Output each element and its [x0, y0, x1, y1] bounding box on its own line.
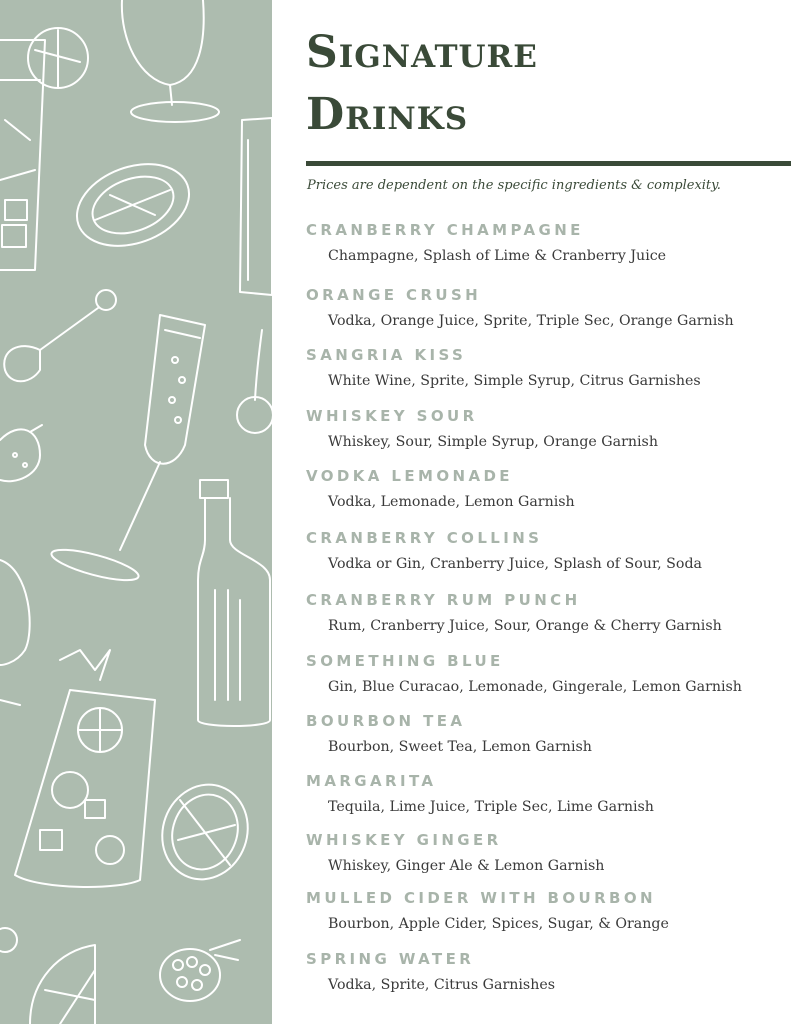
drink-ingredients: Champagne, Splash of Lime & Cranberry Juice [328, 248, 667, 264]
drink-name: SANGRIA KISS [306, 346, 467, 364]
citrus-slice-icon [0, 928, 95, 1024]
drink-name: SOMETHING BLUE [306, 652, 504, 670]
drink-name: WHISKEY GINGER [306, 831, 502, 849]
lime-half-icon [149, 773, 261, 892]
drink-ingredients: Bourbon, Sweet Tea, Lemon Garnish [328, 739, 592, 755]
drink-item [306, 949, 786, 993]
title-divider [306, 161, 791, 166]
drink-name: CRANBERRY CHAMPAGNE [306, 221, 584, 239]
bottle-opener-icon [4, 290, 116, 381]
strawberry-icon [0, 425, 42, 481]
lemon-icon [66, 149, 201, 260]
drink-name: MULLED CIDER WITH BOURBON [306, 889, 656, 907]
drink-name: VODKA LEMONADE [306, 467, 513, 485]
drink-item [306, 651, 786, 695]
drink-ingredients: Vodka or Gin, Cranberry Juice, Splash of Sour, Soda [328, 556, 702, 572]
tall-glass-icon [240, 118, 272, 295]
mojito-glass-icon [15, 650, 155, 887]
drink-ingredients: Vodka, Lemonade, Lemon Garnish [328, 494, 575, 510]
drink-ingredients: Tequila, Lime Juice, Triple Sec, Lime Garnish [328, 799, 654, 815]
goblet-icon [122, 0, 219, 122]
drink-name: CRANBERRY COLLINS [306, 529, 543, 547]
drink-ingredients: Whiskey, Ginger Ale & Lemon Garnish [328, 858, 605, 874]
decorative-side-panel [0, 0, 272, 1024]
drink-name: BOURBON TEA [306, 712, 466, 730]
drink-item [306, 285, 786, 329]
drink-ingredients: Rum, Cranberry Juice, Sour, Orange & Cherry Garnish [328, 618, 722, 634]
price-note: Prices are dependent on the specific ingredients & complexity. [307, 178, 721, 193]
drink-ingredients: Bourbon, Apple Cider, Spices, Sugar, & Orange [328, 916, 669, 932]
drink-name: ORANGE CRUSH [306, 286, 482, 304]
drink-ingredients: White Wine, Sprite, Simple Syrup, Citrus Garnishes [328, 373, 701, 389]
drink-item [306, 830, 786, 874]
drink-item [306, 590, 786, 634]
menu-content [272, 0, 791, 1024]
drink-item [306, 711, 786, 755]
drink-ingredients: Vodka, Sprite, Citrus Garnishes [328, 977, 556, 993]
drink-item [306, 771, 786, 815]
wine-glass-icon [0, 560, 30, 705]
bottle-icon [198, 480, 270, 726]
drink-name: SPRING WATER [306, 950, 475, 968]
highball-glass-icon [0, 28, 88, 270]
page-title [306, 22, 538, 146]
drink-ingredients: Gin, Blue Curacao, Lemonade, Gingerale, Lemon Garnish [328, 679, 742, 695]
title-line-1: Signature [306, 27, 538, 78]
champagne-flute-icon [49, 315, 205, 586]
drink-name: CRANBERRY RUM PUNCH [306, 591, 581, 609]
drink-name: MARGARITA [306, 772, 437, 790]
cherry-icon [237, 330, 272, 433]
drink-item [306, 528, 786, 572]
drink-name: WHISKEY SOUR [306, 407, 478, 425]
drink-item [306, 345, 786, 389]
drink-ingredients: Whiskey, Sour, Simple Syrup, Orange Garnish [328, 434, 658, 450]
drink-item [306, 888, 786, 932]
raspberry-icon [160, 940, 240, 1001]
drink-item [306, 466, 786, 510]
drink-ingredients: Vodka, Orange Juice, Sprite, Triple Sec, Orange Garnish [328, 313, 734, 329]
drink-item [306, 220, 786, 264]
drink-item [306, 406, 786, 450]
title-line-2: Drinks [306, 89, 469, 140]
